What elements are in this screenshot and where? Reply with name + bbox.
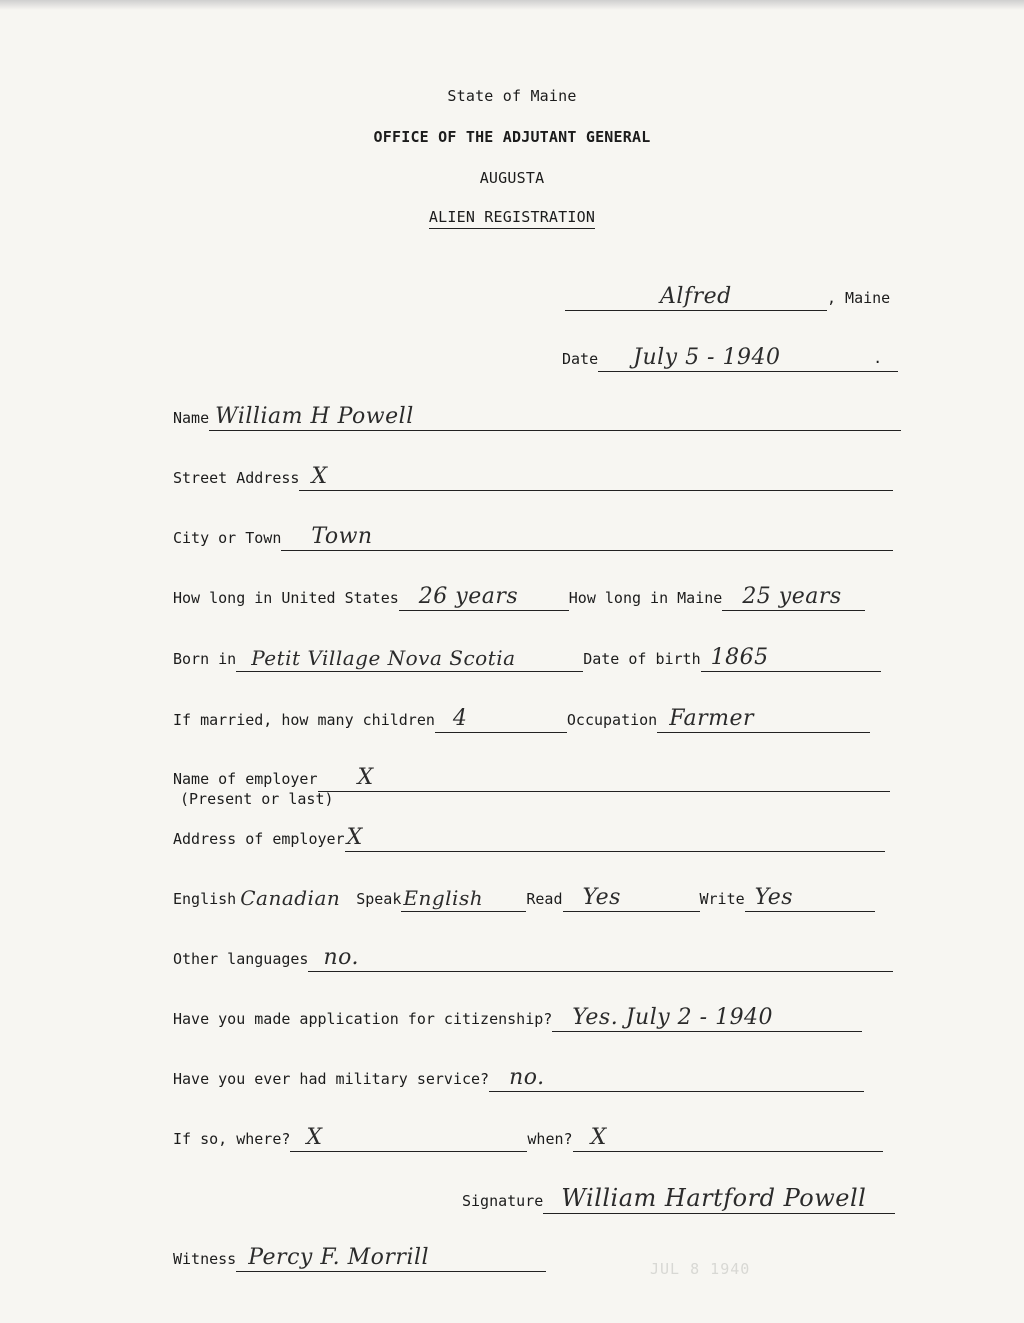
signature-value: William Hartford Powell (561, 1184, 867, 1212)
date-label: Date (562, 350, 599, 368)
name-field[interactable] (209, 400, 901, 431)
name-value: William H Powell (215, 404, 414, 429)
maine-length-label: How long in Maine (568, 589, 723, 607)
city-field[interactable] (281, 520, 893, 551)
service-row (173, 1122, 883, 1152)
place-suffix: , Maine (827, 289, 891, 307)
date-field[interactable] (598, 341, 898, 372)
city-row (173, 521, 893, 551)
witness-row (173, 1242, 546, 1272)
signature-label: Signature (462, 1192, 544, 1210)
where-value: X (306, 1125, 323, 1150)
occupation-field[interactable] (657, 702, 870, 733)
children-label: If married, how many children (173, 711, 435, 729)
date-row (562, 342, 898, 372)
employer-row (173, 762, 890, 792)
read-field[interactable] (563, 881, 700, 912)
employer-value: X (357, 765, 374, 790)
write-label: Write (699, 890, 745, 908)
street-row (173, 461, 893, 491)
us-length-value: 26 years (418, 584, 519, 609)
received-stamp: JUL 8 1940 (650, 1260, 751, 1278)
occupation-value: Farmer (669, 706, 755, 731)
employer-address-row (173, 822, 885, 852)
signature-field[interactable] (543, 1183, 895, 1214)
occupation-label: Occupation (566, 711, 658, 729)
english-label: English (173, 890, 237, 908)
military-row (173, 1062, 864, 1092)
speak-label: Speak (356, 890, 402, 908)
place-field[interactable] (565, 280, 827, 311)
city-label: City or Town (173, 529, 282, 547)
citizenship-field[interactable] (552, 1001, 862, 1032)
citizenship-label: Have you made application for citizenship? (173, 1010, 553, 1028)
maine-length-value: 25 years (742, 584, 842, 609)
us-length-field[interactable] (399, 580, 569, 611)
place-row (565, 281, 890, 311)
citizenship-value: Yes. July 2 - 1940 (572, 1005, 774, 1030)
employer-address-value: X (346, 825, 363, 850)
born-in-value: Petit Village Nova Scotia (251, 646, 516, 670)
street-label: Street Address (173, 469, 300, 487)
read-value: Yes (582, 885, 621, 910)
when-label: when? (527, 1130, 573, 1148)
children-value: 4 (452, 706, 468, 731)
street-value: X (311, 464, 328, 489)
other-languages-label: Other languages (173, 950, 309, 968)
street-field[interactable] (299, 460, 893, 491)
date-value: July 5 - 1940 (633, 345, 781, 370)
when-field[interactable] (573, 1121, 883, 1152)
english-value: Canadian (240, 886, 341, 910)
witness-field[interactable] (236, 1241, 546, 1272)
english-field[interactable] (236, 881, 356, 912)
witness-value: Percy F. Morrill (248, 1245, 430, 1270)
language-row (173, 882, 875, 912)
other-languages-value: no. (323, 945, 359, 970)
header-state: State of Maine (447, 87, 577, 105)
where-label: If so, where? (173, 1130, 291, 1148)
signature-row (462, 1184, 895, 1214)
where-field[interactable] (290, 1121, 527, 1152)
citizenship-row (173, 1002, 862, 1032)
birth-date-field[interactable] (701, 641, 881, 672)
witness-label: Witness (173, 1250, 237, 1268)
other-languages-field[interactable] (308, 941, 893, 972)
place-value: Alfred (660, 284, 732, 309)
employer-field[interactable] (318, 761, 890, 792)
name-label: Name (173, 409, 210, 427)
header-city: AUGUSTA (479, 169, 545, 187)
form-title: ALIEN REGISTRATION (429, 208, 595, 229)
military-value: no. (509, 1065, 545, 1090)
employer-sublabel: (Present or last) (180, 790, 334, 808)
city-value: Town (311, 524, 373, 549)
children-field[interactable] (435, 702, 567, 733)
birth-date-label: Date of birth (583, 650, 701, 668)
header-office: OFFICE OF THE ADJUTANT GENERAL (373, 128, 651, 146)
born-in-field[interactable] (236, 641, 583, 672)
speak-value: English (403, 886, 484, 910)
header-title (0, 208, 1024, 226)
when-value: X (590, 1125, 607, 1150)
military-field[interactable] (489, 1061, 864, 1092)
read-label: Read (526, 890, 563, 908)
employer-address-field[interactable] (345, 821, 885, 852)
employer-address-label: Address of employer (173, 830, 345, 848)
birth-row (173, 642, 881, 672)
born-in-label: Born in (173, 650, 237, 668)
scan-edge (0, 0, 1024, 10)
family-row (173, 703, 870, 733)
military-label: Have you ever had military service? (173, 1070, 490, 1088)
write-field[interactable] (745, 881, 875, 912)
birth-date-value: 1865 (710, 645, 769, 670)
us-length-label: How long in United States (173, 589, 399, 607)
employer-label: Name of employer (173, 770, 318, 788)
maine-length-field[interactable] (722, 580, 865, 611)
write-value: Yes (754, 885, 794, 910)
speak-field[interactable] (401, 881, 526, 912)
other-languages-row (173, 942, 893, 972)
name-row (173, 401, 901, 431)
residence-row (173, 581, 865, 611)
date-suffix: . (873, 349, 883, 367)
